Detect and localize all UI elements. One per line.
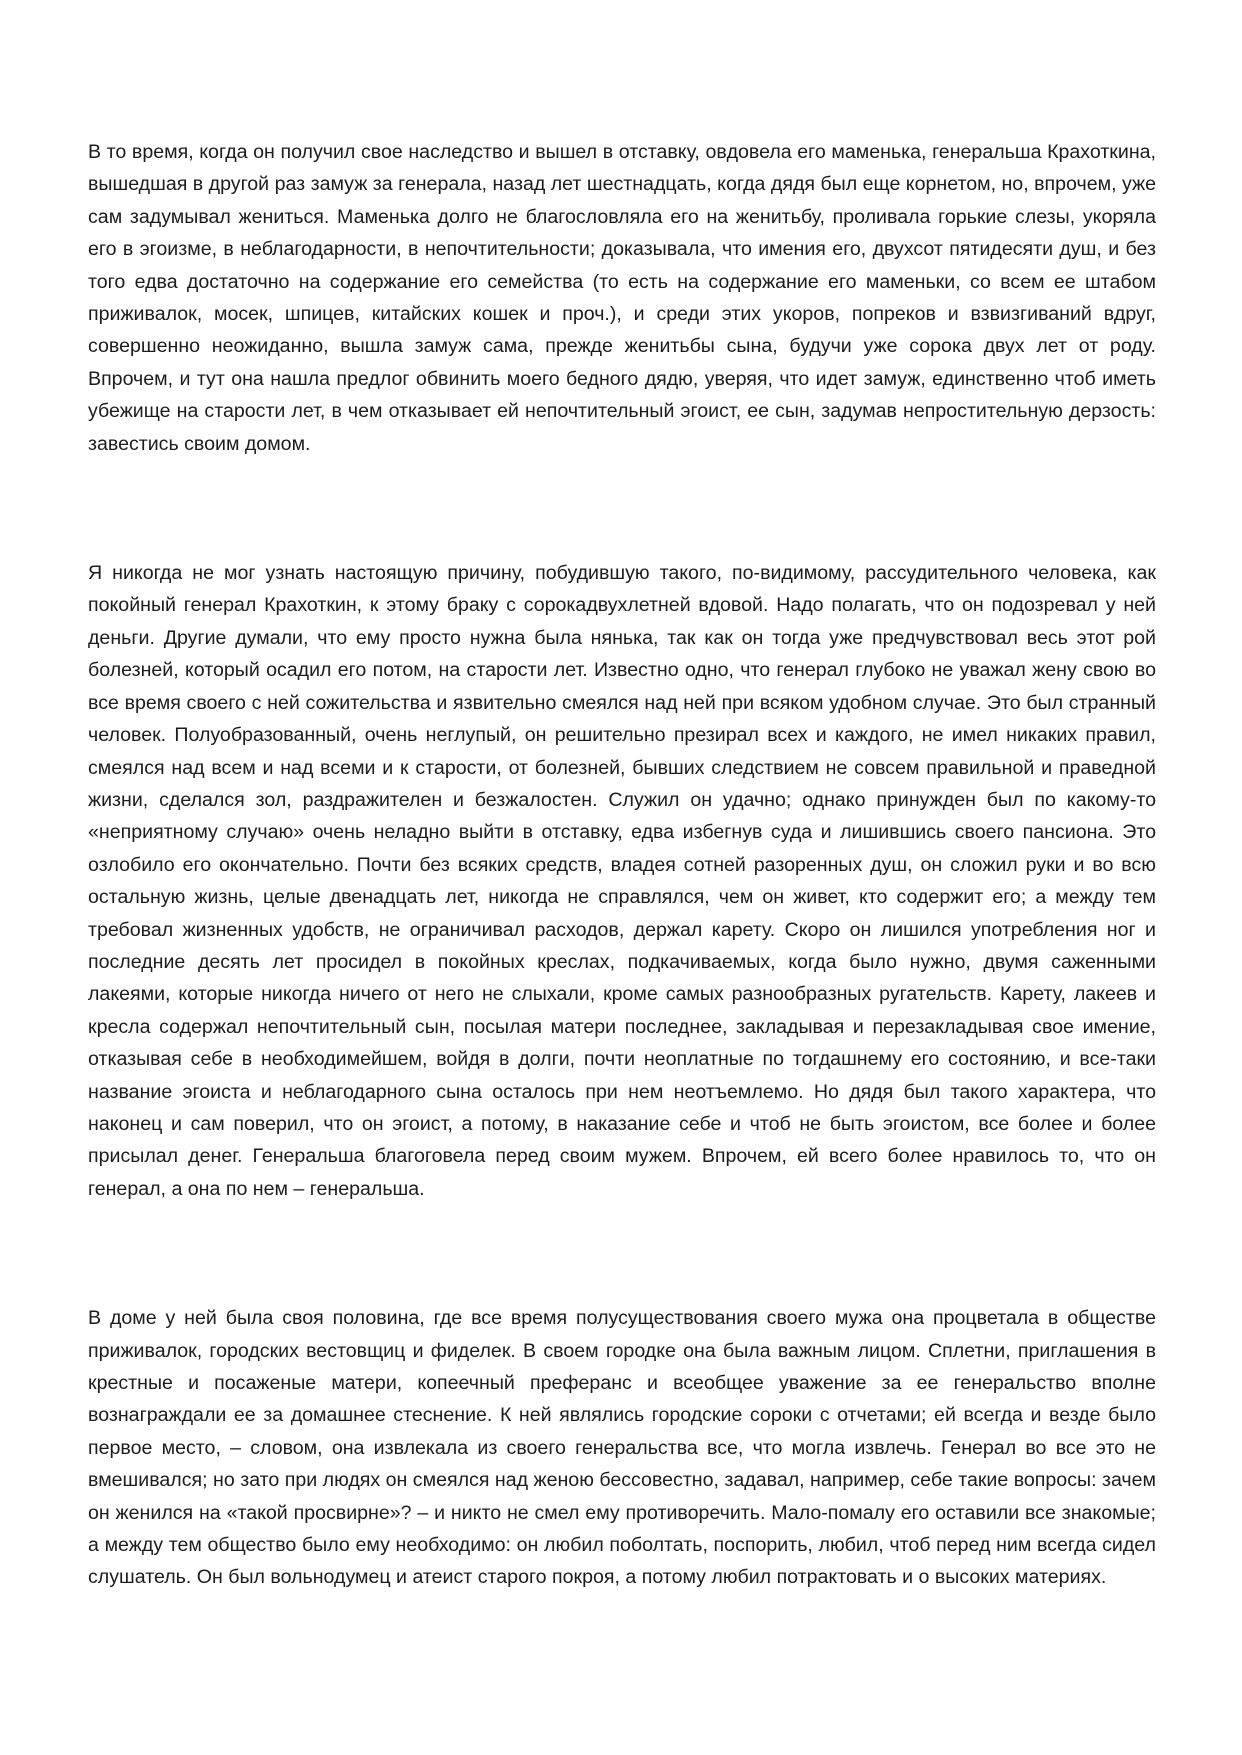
paragraph-3: В доме у ней была своя половина, где все время полусуществования своего мужа она процветала в обществе приживалок, городских вестовщиц и фиделек. В своем городке она была важным лицом. Сплетни, приглашения в крестные и посаженые матери, копеечный преферанс и всеобщее уважение за ее генеральство вполне вознаграждали ее за домашнее стеснение. К ней являлись городские сороки с отчетами; ей всегда и везде было первое место, – словом, она извлекала из своего генеральства все, что могла извлечь. Генерал во все это не вмешивался; но зато при людях он смеялся над женою бессовестно, задавал, например, себе такие вопросы: зачем он женился на «такой просвирне»? – и никто не смел ему противоречить. Мало-помалу его оставили все знакомые; а между тем общество было ему необходимо: он любил поболтать, поспорить, любил, чтоб перед ним всегда сидел слушатель. Он был вольнодумец и атеист старого покроя, а потому любил потрактовать и о высоких материях. [88,1307,1156,1589]
paragraph-2: Я никогда не мог узнать настоящую причину, побудившую такого, по-видимому, рассудительного человека, как покойный генерал Крахоткин, к этому браку с сорокадвухлетней вдовой. Надо полагать, что он подозревал у ней деньги. Другие думали, что ему просто нужна была нянька, так как он тогда уже предчувствовал весь этот рой болезней, который осадил его потом, на старости лет. Известно одно, что генерал глубоко не уважал жену свою во все время своего с ней сожительства и язвительно смеялся над ней при всяком удобном случае. Это был странный человек. Полуобразованный, очень неглупый, он решительно презирал всех и каждого, не имел никаких правил, смеялся над всем и над всеми и к старости, от болезней, бывших следствием не совсем правильной и праведной жизни, сделался зол, раздражителен и безжалостен. Служил он удачно; однако принужден был по какому-то «неприятному случаю» очень неладно выйти в отставку, едва избегнув суда и лишившись своего пансиона. Это озлобило его окончательно. Почти без всяких средств, владея сотней разоренных душ, он сложил руки и во всю остальную жизнь, целые двенадцать лет, никогда не справлялся, чем он живет, кто содержит его; а между тем требовал жизненных удобств, не ограничивал расходов, держал карету. Скоро он лишился употребления ног и последние десять лет просидел в покойных креслах, подкачиваемых, когда было нужно, двумя саженными лакеями, которые никогда ничего от него не слыхали, кроме самых разнообразных ругательств. Карету, лакеев и кресла содержал непочтительный сын, посылая матери последнее, закладывая и перезакладывая свое имение, отказывая себе в необходимейшем, войдя в долги, почти неоплатные по тогдашнему его состоянию, и все-таки название эгоиста и неблагодарного сына осталось при нем неотъемлемо. Но дядя был такого характера, что наконец и сам поверил, что он эгоист, а потому, в наказание себе и чтоб не быть эгоистом, все более и более присылал денег. Генеральша благоговела перед своим мужем. Впрочем, ей всего более нравилось то, что он генерал, а она по нем – генеральша. [88,562,1156,1200]
document-page [88,136,1156,1594]
paragraph-1: В то время, когда он получил свое наследство и вышел в отставку, овдовела его маменька, генеральша Крахоткина, вышедшая в другой раз замуж за генерала, назад лет шестнадцать, когда дядя был еще корнетом, но, впрочем, уже сам задумывал жениться. Маменька долго не благословляла его на женитьбу, проливала горькие слезы, укоряла его в эгоизме, в неблагодарности, в непочтительности; доказывала, что имения его, двухсот пятидесяти душ, и без того едва достаточно на содержание его семейства (то есть на содержание его маменьки, со всем ее штабом приживалок, мосек, шпицев, китайских кошек и проч.), и среди этих укоров, попреков и взвизгиваний вдруг, совершенно неожиданно, вышла замуж сама, прежде женитьбы сына, будучи уже сорока двух лет от роду. Впрочем, и тут она нашла предлог обвинить моего бедного дядю, уверяя, что идет замуж, единственно чтоб иметь убежище на старости лет, в чем отказывает ей непочтительный эгоист, ее сын, задумав непростительную дерзость: завестись своим домом. [88,141,1156,455]
